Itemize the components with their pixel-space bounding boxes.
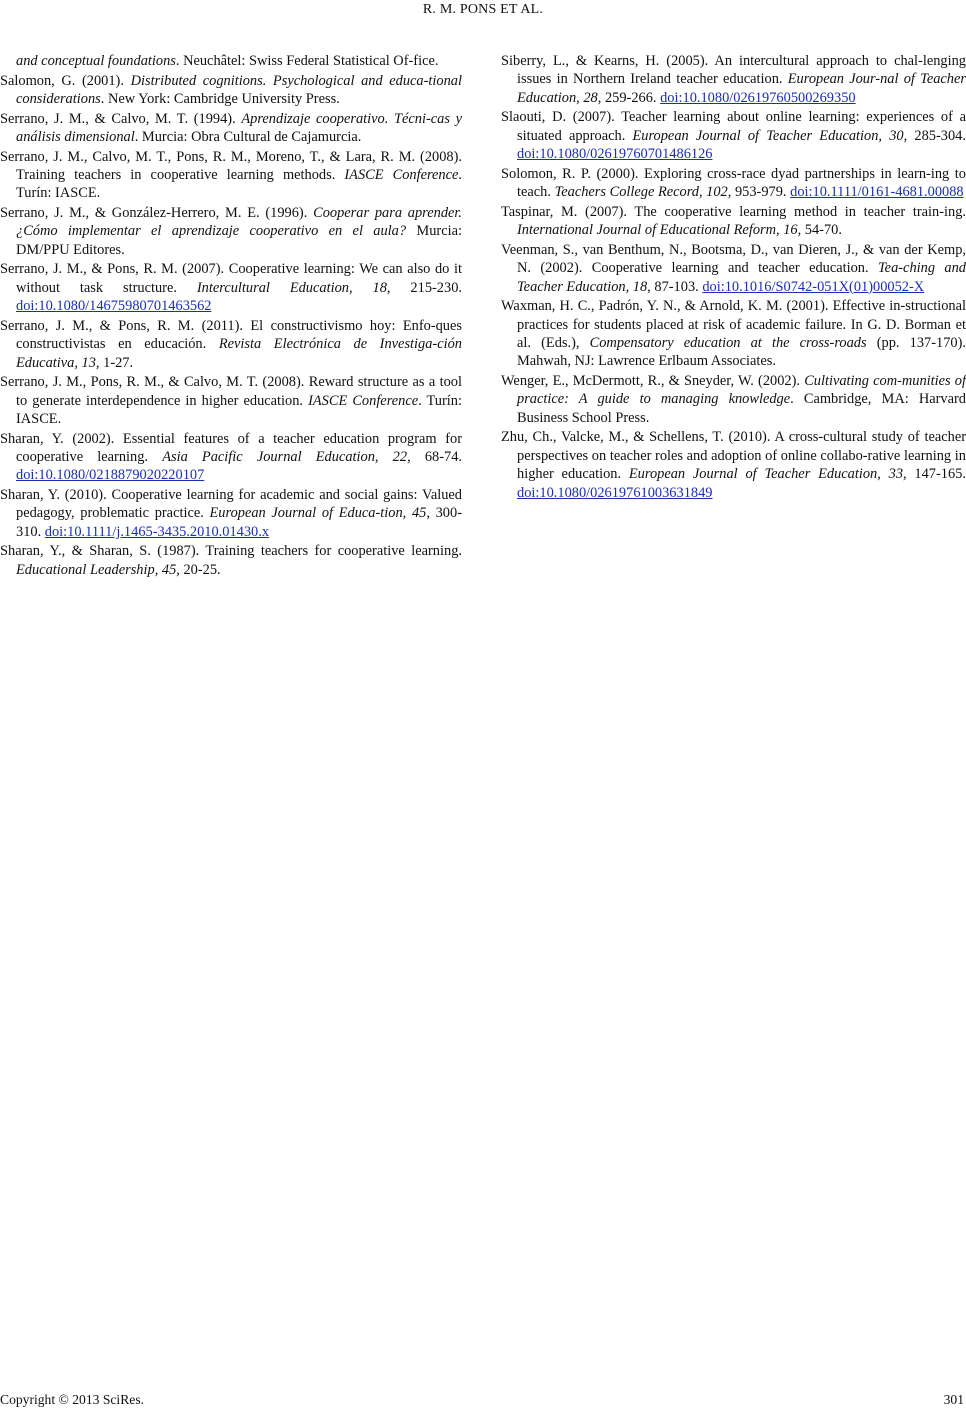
- reference-text: Solomon, R. P. (2000). Exploring cross-race dyad partnerships in learn-ing to teach.: [501, 165, 966, 201]
- reference-title-italic: European Journal of Educa-tion, 45,: [209, 505, 430, 522]
- reference-text: Serrano, J. M., & Pons, R. M. (2007). Cooperative learning: We can also do it without task structure.: [0, 261, 462, 296]
- reference-title-italic: European Journal of Teacher Education, 33,: [628, 466, 907, 483]
- reference-title-italic: IASCE Conference: [344, 167, 459, 183]
- page-number: 301: [943, 1392, 964, 1407]
- doi-link[interactable]: doi:10.1080/02619760500269350: [660, 89, 856, 106]
- reference-text: Zhu, Ch., Valcke, M., & Schellens, T. (2010). A cross-cultural study of teacher perspectives on teacher roles and adoption of online collabo-rative learning in higher education.: [501, 429, 966, 483]
- doi-link[interactable]: doi:10.1016/S0742-051X(01)00052-X: [702, 278, 925, 295]
- reference-text: 1-27.: [99, 354, 134, 371]
- reference-title-italic: Teachers College Record, 102,: [554, 184, 732, 201]
- reference-title-italic: Distributed cognitions. Psychological and educa-tional considerations: [16, 72, 462, 107]
- reference-text: 147-165.: [906, 466, 966, 483]
- reference-text: Serrano, J. M., & González-Herrero, M. E. (1996).: [0, 205, 314, 221]
- reference-text: Wenger, E., McDermott, R., & Sneyder, W. (2002).: [501, 373, 805, 390]
- doi-link[interactable]: doi:10.1111/j.1465-3435.2010.01430.x: [44, 523, 270, 540]
- reference-title-italic: and conceptual foundations: [16, 53, 176, 69]
- reference-title-italic: Tea-ching and Teacher Education, 18,: [517, 260, 966, 295]
- reference-entry: [0, 542, 462, 579]
- reference-text: Slaouti, D. (2007). Teacher learning about online learning: experiences of a situated approach.: [501, 109, 966, 144]
- reference-text: Serrano, J. M., Calvo, M. T., Pons, R. M., Moreno, T., & Lara, R. M. (2008). Training teachers in cooperative learning methods.: [0, 148, 462, 183]
- reference-title-italic: Compensatory education at the cross-roads: [589, 335, 867, 352]
- doi-link[interactable]: doi:10.1111/0161-4681.00088: [790, 184, 964, 201]
- reference-title-italic: Educational Leadership, 45,: [16, 561, 180, 578]
- reference-entry: [501, 297, 966, 371]
- reference-title-italic: IASCE Conference: [308, 392, 419, 409]
- reference-text: 285-304.: [907, 127, 966, 144]
- running-head: R. M. PONS ET AL.: [422, 2, 544, 17]
- reference-entry: [501, 372, 966, 427]
- reference-text: . Murcia: Obra Cultural de Cajamurcia.: [134, 129, 362, 145]
- reference-entry: [0, 52, 462, 70]
- reference-text: Serrano, J. M., & Calvo, M. T. (1994).: [0, 110, 242, 127]
- reference-text: 54-70.: [801, 222, 842, 239]
- reference-title-italic: Asia Pacific Journal Education, 22,: [162, 449, 411, 466]
- reference-title-italic: Intercultural Education, 18,: [196, 279, 391, 296]
- reference-entry: [0, 72, 462, 109]
- reference-entry: [0, 148, 462, 203]
- reference-entry: [0, 260, 462, 315]
- reference-entry: [501, 428, 966, 502]
- reference-text: . Turín: IASCE.: [16, 392, 462, 428]
- reference-text: 20-25.: [179, 561, 221, 578]
- reference-entry: [0, 204, 462, 259]
- reference-title-italic: Aprendizaje cooperativo. Técni-cas y análisis dimensional: [16, 110, 462, 145]
- reference-entry: [0, 317, 462, 372]
- reference-entry: [501, 165, 966, 202]
- reference-text: Siberry, L., & Kearns, H. (2005). An intercultural approach to chal-lenging issues in Northern Ireland teacher education.: [501, 53, 966, 88]
- reference-text: . New York: Cambridge University Press.: [100, 91, 340, 107]
- doi-link[interactable]: doi:10.1080/02619760701486126: [517, 146, 713, 163]
- reference-text: . Cambridge, MA: Harvard Business School Press.: [517, 391, 966, 426]
- reference-entry: [501, 108, 966, 163]
- doi-link[interactable]: doi:10.1080/02619761003631849: [517, 484, 713, 501]
- reference-title-italic: International Journal of Educational Reform, 16,: [517, 222, 802, 239]
- doi-link[interactable]: doi:10.1080/0218879020220107: [16, 467, 205, 484]
- doi-link[interactable]: doi:10.1080/14675980701463562: [16, 298, 212, 315]
- reference-text: . Neuchâtel: Swiss Federal Statistical Of-fice.: [175, 53, 439, 69]
- reference-text: 87-103.: [650, 278, 703, 295]
- reference-entry: [0, 486, 462, 541]
- reference-title-italic: European Jour-nal of Teacher Education, 28,: [517, 71, 966, 106]
- reference-text: Sharan, Y., & Sharan, S. (1987). Training teachers for cooperative learning.: [0, 543, 462, 560]
- reference-text: Sharan, Y. (2002). Essential features of a teacher education program for cooperative learning.: [0, 430, 462, 466]
- reference-text: 215-230.: [390, 279, 462, 296]
- reference-text: . Turín: IASCE.: [16, 167, 463, 202]
- reference-entry: [0, 430, 462, 485]
- reference-title-italic: Revista Electrónica de Investiga-ción Educativa, 13,: [16, 336, 462, 371]
- reference-text: Serrano, J. M., Pons, R. M., & Calvo, M. T. (2008). Reward structure as a tool to generate interdependence in higher education.: [0, 374, 462, 409]
- reference-text: 259-266.: [601, 89, 661, 106]
- reference-text: Taspinar, M. (2007). The cooperative learning method in teacher train-ing.: [501, 203, 966, 220]
- reference-text: 68-74.: [410, 449, 463, 466]
- reference-text: 300-310.: [16, 505, 462, 540]
- reference-entry: [0, 110, 462, 147]
- reference-text: Sharan, Y. (2010). Cooperative learning for academic and social gains: Valued pedagogy, problematic practice.: [0, 487, 462, 522]
- reference-text: (pp. 137-170). Mahwah, NJ: Lawrence Erlbaum Associates.: [517, 335, 966, 370]
- reference-title-italic: Cooperar para aprender. ¿Cómo implementar el aprendizaje cooperativo en el aula?: [16, 205, 463, 240]
- references-left-column: [0, 52, 462, 580]
- reference-text: Serrano, J. M., & Pons, R. M. (2011). El constructivismo hoy: Enfo-ques constructivistas en educación.: [0, 317, 462, 353]
- reference-title-italic: European Journal of Teacher Education, 30,: [632, 127, 908, 144]
- references-right-column: [501, 52, 966, 503]
- reference-text: 953-979.: [731, 184, 791, 201]
- reference-text: Murcia: DM/PPU Editores.: [16, 223, 462, 258]
- reference-text: Salomon, G. (2001).: [0, 72, 131, 89]
- reference-entry: [501, 241, 966, 296]
- reference-title-italic: Cultivating com-munities of practice: A guide to managing knowledge: [517, 373, 966, 408]
- reference-entry: [501, 203, 966, 240]
- reference-entry: [501, 52, 966, 107]
- reference-entry: [0, 373, 462, 428]
- copyright-notice: Copyright © 2013 SciRes.: [0, 1392, 145, 1407]
- reference-text: Veenman, S., van Benthum, N., Bootsma, D., van Dieren, J., & van der Kemp, N. (2002). Cooperative learning and teacher education.: [501, 241, 966, 277]
- reference-text: Waxman, H. C., Padrón, Y. N., & Arnold, K. M. (2001). Effective in-structional practices for students placed at risk of academic failure. In G. D. Borman et al. (Eds.),: [501, 298, 966, 352]
